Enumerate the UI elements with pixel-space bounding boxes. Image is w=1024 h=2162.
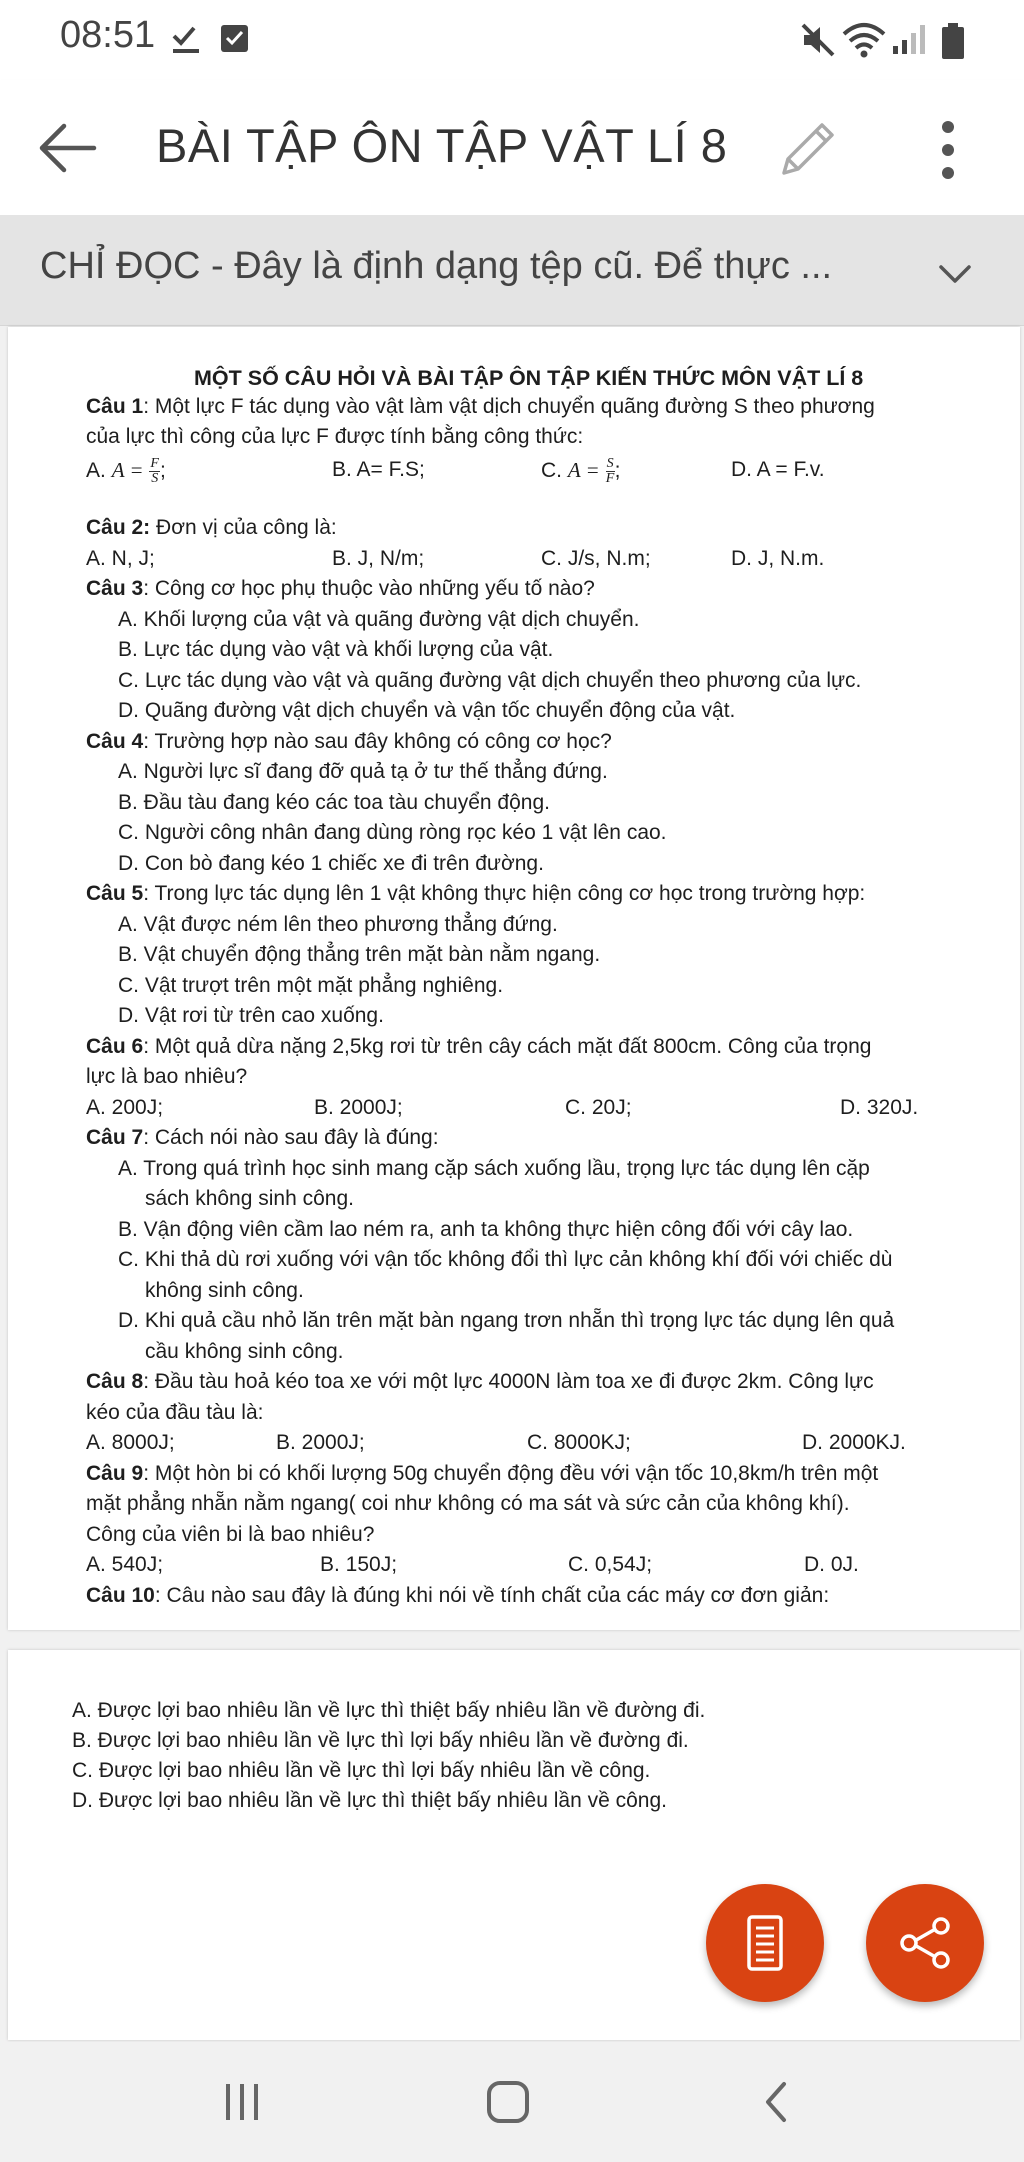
question-8 (86, 1367, 874, 1397)
answer-option: D. Khi quả cầu nhỏ lăn trên mặt bàn ngang trơn nhẵn thì trọng lực tác dụng lên quả (118, 1309, 895, 1332)
more-vert-icon (920, 115, 976, 185)
answer-option: A. 200J; (86, 1096, 164, 1119)
reading-mode-icon (735, 1913, 795, 1973)
wifi-icon (842, 22, 888, 60)
answer-option: C. Được lợi bao nhiêu lần về lực thì lợi bấy nhiêu lần về công. (72, 1759, 651, 1782)
answer-option: D. A = F.v. (731, 458, 825, 481)
question-label: Câu 3 (86, 577, 144, 600)
answer-option: C. J/s, N.m; (541, 547, 651, 570)
answer-option-continued: cầu không sinh công. (145, 1340, 344, 1363)
question-3 (86, 574, 595, 604)
share-button[interactable] (866, 1884, 984, 2002)
clock: 08:51 (60, 14, 156, 56)
answer-option: B. J, N/m; (332, 547, 425, 570)
document-page-2[interactable] (8, 1650, 1020, 2040)
question-text: : Câu nào sau đây là đúng khi nói về tính chất của các máy cơ đơn giản: (154, 1584, 830, 1607)
question-label: Câu 7 (86, 1126, 144, 1149)
answer-option: D. 320J. (840, 1096, 919, 1119)
pencil-icon (772, 115, 842, 185)
question-text: : Cách nói nào sau đây là đúng: (143, 1126, 439, 1149)
recent-apps-icon[interactable] (214, 2078, 270, 2126)
question-6 (86, 1032, 871, 1062)
answer-option: B. 2000J; (314, 1096, 403, 1119)
question-text-continued: Công của viên bi là bao nhiêu? (86, 1523, 375, 1546)
document-heading: MỘT SỐ CÂU HỎI VÀ BÀI TẬP ÔN TẬP KIẾN THỨC MÔN VẬT LÍ 8 (194, 366, 864, 390)
answer-option: B. A= F.S; (332, 458, 425, 481)
read-only-banner[interactable] (0, 215, 1024, 326)
edit-button[interactable] (772, 115, 842, 185)
answer-option: B. Đầu tàu đang kéo các toa tàu chuyển động. (118, 791, 550, 814)
question-4 (86, 727, 612, 757)
app-bar (0, 80, 1024, 215)
answer-option: B. Vận động viên cầm lao ném ra, anh ta không thực hiện công đối với cây lao. (118, 1218, 854, 1241)
mute-icon (800, 22, 836, 58)
question-2 (86, 513, 337, 543)
answer-option: C. 0,54J; (568, 1553, 653, 1576)
answer-option: A. Vật được ném lên theo phương thẳng đứng. (118, 913, 558, 936)
question-label: Câu 8 (86, 1370, 144, 1393)
status-bar (0, 0, 1024, 80)
question-text-continued: mặt phẳng nhẵn nằm ngang( coi như không có ma sát và sức cản của không khí). (86, 1492, 850, 1515)
answer-option: D. 0J. (804, 1553, 859, 1576)
answer-option: B. Được lợi bao nhiêu lần về lực thì lợi bấy nhiêu lần về đường đi. (72, 1729, 689, 1752)
document-page-1[interactable] (8, 327, 1020, 1630)
fraction: $\frac{F}{S}$ (150, 455, 159, 486)
answer-option: C. A = $\frac{S}{F}$ ; (541, 455, 621, 486)
answer-option: D. Vật rơi từ trên cao xuống. (118, 1004, 384, 1027)
question-text-continued: kéo của đầu tàu là: (86, 1401, 264, 1424)
checkbox-icon (220, 22, 250, 56)
read-only-message: CHỈ ĐỌC - Đây là định dạng tệp cũ. Để thực ... (40, 245, 833, 287)
question-text: : Một hòn bi có khối lượng 50g chuyển động đều với vận tốc 10,8km/h trên một (143, 1462, 879, 1485)
chevron-down-icon[interactable] (932, 251, 978, 297)
question-5 (86, 879, 865, 909)
answer-option: A. Khối lượng của vật và quãng đường vật dịch chuyển. (118, 608, 640, 631)
question-text: : Trong lực tác dụng lên 1 vật không thực hiện công cơ học trong trường hợp: (143, 882, 866, 905)
question-10 (86, 1581, 829, 1611)
answer-option: A. 540J; (86, 1553, 164, 1576)
battery-icon (940, 22, 966, 60)
question-text: : Trường hợp nào sau đây không có công cơ học? (143, 730, 612, 753)
answer-option: B. Vật chuyển động thẳng trên mặt bàn nằm ngang. (118, 943, 601, 966)
answer-option: C. Khi thả dù rơi xuống với vận tốc không đổi thì lực cản không khí đối với chiếc dù (118, 1248, 893, 1271)
share-icon (895, 1913, 955, 1973)
answer-option: C. 8000KJ; (527, 1431, 631, 1454)
answer-option: C. 20J; (565, 1096, 632, 1119)
question-1 (86, 392, 875, 422)
answer-option: B. Lực tác dụng vào vật và khối lượng của vật. (118, 638, 554, 661)
answer-option-continued: sách không sinh công. (145, 1187, 354, 1210)
question-label: Câu 4 (86, 730, 144, 753)
question-9 (86, 1459, 878, 1489)
signal-icon (892, 22, 928, 56)
question-text: : Đầu tàu hoả kéo toa xe với một lực 4000N làm toa xe đi được 2km. Công lực (143, 1370, 874, 1393)
answer-option: D. Quãng đường vật dịch chuyển và vận tốc chuyển động của vật. (118, 699, 736, 722)
question-text: : Một lực F tác dụng vào vật làm vật dịch chuyển quãng đường S theo phương (143, 395, 875, 418)
question-7 (86, 1123, 439, 1153)
answer-option: D. Được lợi bao nhiêu lần về lực thì thiệt bấy nhiêu lần về công. (72, 1789, 667, 1812)
fraction: $\frac{S}{F}$ (605, 455, 615, 486)
answer-option: D. Con bò đang kéo 1 chiếc xe đi trên đường. (118, 852, 544, 875)
answer-option-continued: không sinh công. (145, 1279, 304, 1302)
question-label: Câu 10 (86, 1584, 155, 1607)
answer-option: C. Người công nhân đang dùng ròng rọc kéo 1 vật lên cao. (118, 821, 667, 844)
answer-option: A. 8000J; (86, 1431, 175, 1454)
back-arrow-icon (36, 116, 100, 180)
question-label: Câu 1 (86, 395, 144, 418)
question-label: Câu 6 (86, 1035, 144, 1058)
question-text: Đơn vị của công là: (150, 516, 337, 539)
question-label: Câu 5 (86, 882, 144, 905)
answer-option: A. A = $\frac{F}{S}$ ; (86, 455, 166, 486)
answer-option: C. Lực tác dụng vào vật và quãng đường vật dịch chuyển theo phương của lực. (118, 669, 862, 692)
reading-mode-button[interactable] (706, 1884, 824, 2002)
question-text-continued: của lực thì công của lực F được tính bằng công thức: (86, 425, 584, 448)
download-done-icon (170, 22, 204, 56)
document-title: BÀI TẬP ÔN TẬP VẬT LÍ 8 (156, 119, 728, 172)
back-button[interactable] (36, 116, 100, 180)
answer-option: D. 2000KJ. (802, 1431, 906, 1454)
question-label: Câu 9 (86, 1462, 144, 1485)
answer-option: A. Trong quá trình học sinh mang cặp sách xuống lầu, trọng lực tác dụng lên cặp (118, 1157, 870, 1180)
answer-option: A. Được lợi bao nhiêu lần về lực thì thiệt bấy nhiêu lần về đường đi. (72, 1699, 706, 1722)
back-icon[interactable] (748, 2078, 804, 2126)
answer-option: B. 150J; (320, 1553, 398, 1576)
question-text: : Một quả dừa nặng 2,5kg rơi từ trên cây cách mặt đất 800cm. Công của trọng (143, 1035, 872, 1058)
question-text-continued: lực là bao nhiêu? (86, 1065, 248, 1088)
question-text: : Công cơ học phụ thuộc vào những yếu tố nào? (143, 577, 595, 600)
answer-option: B. 2000J; (276, 1431, 365, 1454)
answer-option: A. Người lực sĩ đang đỡ quả tạ ở tư thế thẳng đứng. (118, 760, 608, 783)
answer-option: D. J, N.m. (731, 547, 825, 570)
answer-option: A. N, J; (86, 547, 155, 570)
question-label: Câu 2: (86, 516, 151, 539)
more-options-button[interactable] (920, 115, 976, 185)
home-icon[interactable] (480, 2078, 536, 2126)
answer-option: C. Vật trượt trên một mặt phẳng nghiêng. (118, 974, 504, 997)
system-navigation-bar (0, 2042, 1024, 2162)
